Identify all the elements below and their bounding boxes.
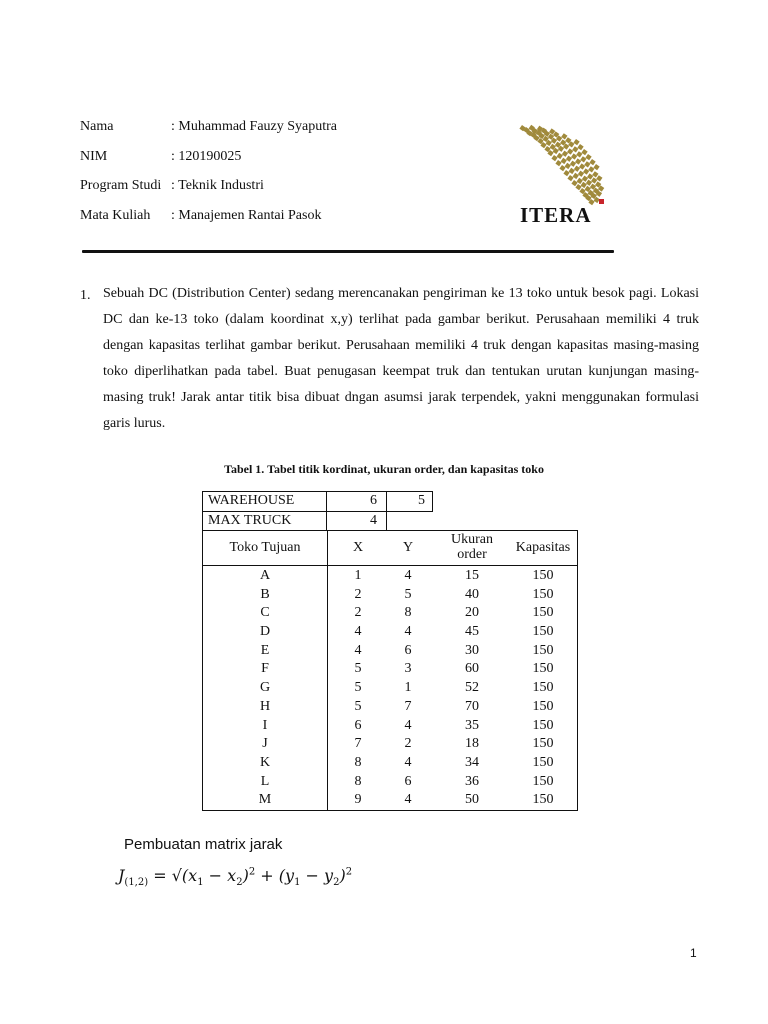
table-cell-x: 2 [354, 586, 362, 602]
table-cell-store: G [259, 680, 271, 696]
header-divider [82, 250, 614, 253]
table-cell-store: I [262, 717, 268, 733]
logo-tile [575, 184, 581, 190]
table-cell-x: 5 [354, 680, 362, 696]
logo-tile [567, 175, 573, 181]
table-cell-capacity: 150 [532, 586, 554, 602]
logo-tile [588, 166, 594, 172]
table-cell-y: 6 [404, 642, 412, 658]
logo-tile [577, 144, 583, 150]
table-cell-y: 8 [404, 605, 412, 621]
logo-tile [587, 173, 593, 179]
distance-formula: $J_{(1,2)} = √(x_1 - x_2)^2 + (y_1 - y_2)^2$ [118, 866, 353, 889]
table-cell-order: 15 [465, 568, 479, 583]
logo-tile [596, 175, 602, 181]
column-store [203, 567, 327, 810]
table-cell-order: 18 [465, 736, 479, 752]
warehouse-y-cell [386, 491, 433, 512]
table-cell-store: K [259, 754, 271, 770]
table-cell-y: 3 [404, 661, 412, 677]
logo-tile [591, 177, 597, 183]
table-cell-y: 4 [404, 792, 412, 808]
table-cell-store: E [260, 642, 270, 658]
identity-label: Program Studi [80, 178, 162, 193]
table-cell-store: B [260, 586, 270, 602]
logo-tile [575, 158, 581, 164]
logo-text: ITERA [520, 203, 592, 227]
table-cell-store: A [259, 568, 271, 583]
table-cell-x: 6 [354, 717, 362, 733]
table-cell-x: 2 [354, 605, 362, 621]
column-order [451, 567, 493, 810]
warehouse-x-cell [326, 491, 387, 512]
column-capacity [507, 567, 579, 810]
column-y [393, 567, 423, 810]
table-cell-x: 4 [354, 642, 362, 658]
logo-tile [576, 151, 582, 157]
table-cell-order: 36 [465, 773, 479, 789]
max-truck-label: MAX TRUCK [208, 513, 292, 528]
logo-tile [574, 166, 580, 172]
logo-tile [555, 160, 561, 166]
table-cell-capacity: 150 [532, 792, 554, 808]
table-cell-order: 45 [465, 624, 479, 640]
table-cell-capacity: 150 [532, 773, 554, 789]
formula-eq: = [153, 866, 167, 885]
table-cell-order: 60 [465, 661, 479, 677]
max-truck-value: 4 [370, 513, 377, 528]
table-cell-order: 70 [465, 698, 479, 714]
logo-tile [551, 155, 557, 161]
identity-label: Mata Kuliah [80, 208, 151, 223]
logo-tile [559, 165, 565, 171]
logo-tile [570, 161, 576, 167]
table-cell-y: 4 [404, 717, 412, 733]
table-cell-x: 4 [354, 624, 362, 640]
table-cell-x: 5 [354, 661, 362, 677]
logo-tile [571, 153, 577, 159]
logo-tile [561, 133, 567, 139]
header-capacity: Kapasitas [515, 540, 571, 555]
table-cell-capacity: 150 [532, 624, 554, 640]
table-cell-store: L [260, 773, 270, 789]
identity-value: : Teknik Industri [171, 178, 264, 193]
table-cell-capacity: 150 [532, 605, 554, 621]
table-cell-capacity: 150 [532, 680, 554, 696]
logo-tile [573, 173, 579, 179]
question-number: 1. [80, 288, 91, 303]
table-cell-capacity: 150 [532, 568, 554, 583]
table-cell-y: 1 [404, 680, 412, 696]
logo-tile [580, 156, 586, 162]
table-cell-y: 4 [404, 624, 412, 640]
identity-row-program [80, 178, 264, 194]
logo-tile [569, 168, 575, 174]
table-cell-y: 5 [404, 586, 412, 602]
table-cell-x: 5 [354, 698, 362, 714]
table-cell-x: 8 [354, 754, 362, 770]
table-cell-capacity: 150 [532, 717, 554, 733]
formula-lhs-sub: (1,2) [124, 877, 149, 889]
header-y: Y [402, 540, 414, 555]
identity-row-nim [80, 149, 241, 165]
identity-row-course [80, 208, 321, 224]
table-cell-x: 7 [354, 736, 362, 752]
question-text: Sebuah DC (Distribution Center) sedang merencanakan pengiriman ke 13 toko untuk besok pagi. Lokasi DC dan ke-13 toko (dalam koordinat x,y) terlihat pada gambar berikut. Perusahaan memiliki 4 truk dengan kapasitas terlihat gambar berikut. Perusahaan memiliki 4 truk dengan kapasitas masing-masing toko diperlihatkan pada tabel. Buat penugasan keempat truk dan tentukan urutan kunjungan masing-masing truk! Jarak antar titik bisa dibuat dngan asumsi jarak terpendek, yakni menggunakan formulasi garis lurus. [103, 286, 699, 431]
logo-tile [589, 159, 595, 165]
logo-tile [573, 139, 579, 145]
identity-label: Nama [80, 119, 114, 134]
warehouse-y: 5 [418, 493, 425, 508]
header-x: X [352, 540, 364, 555]
logo-tile [561, 158, 567, 164]
table-cell-store: D [259, 624, 271, 640]
table-caption: Tabel 1. Tabel titik kordinat, ukuran order, dan kapasitas toko [224, 462, 544, 476]
table-cell-capacity: 150 [532, 661, 554, 677]
logo-tile [583, 168, 589, 174]
logo-tile [572, 146, 578, 152]
logo-tiles [519, 125, 604, 205]
logo-tile [579, 163, 585, 169]
table-cell-capacity: 150 [532, 754, 554, 770]
identity-row-name [80, 119, 337, 135]
identity-value: : Muhammad Fauzy Syaputra [171, 119, 338, 134]
store-table [202, 530, 578, 811]
logo-tile [586, 180, 592, 186]
logo-tile [563, 170, 569, 176]
header-order [441, 532, 503, 562]
logo-tile [585, 154, 591, 160]
logo-tile [557, 153, 563, 159]
header-order-line1: Ukuran [451, 532, 493, 547]
table-cell-y: 6 [404, 773, 412, 789]
table-cell-store: F [261, 661, 269, 677]
table-cell-capacity: 150 [532, 642, 554, 658]
warehouse-label: WAREHOUSE [208, 493, 295, 508]
table-cell-store: M [258, 792, 272, 808]
table-cell-order: 20 [465, 605, 479, 621]
column-separator [327, 531, 328, 810]
logo-tile [584, 161, 590, 167]
table-cell-x: 9 [354, 792, 362, 808]
logo-tile [577, 178, 583, 184]
max-truck-value-cell [326, 511, 387, 531]
identity-value: : 120190025 [171, 149, 242, 164]
table-cell-order: 34 [465, 754, 479, 770]
logo-tile [582, 176, 588, 182]
identity-value: : Manajemen Rantai Pasok [171, 208, 322, 223]
logo-tile [578, 171, 584, 177]
header-order-line2: order [457, 547, 487, 562]
table-cell-order: 35 [465, 717, 479, 733]
table-cell-order: 40 [465, 586, 479, 602]
logo-tile [592, 171, 598, 177]
table-cell-store: J [262, 736, 268, 752]
warehouse-x: 6 [370, 493, 377, 508]
table-cell-y: 4 [404, 754, 412, 770]
table-cell-y: 7 [404, 698, 412, 714]
logo-tile [565, 163, 571, 169]
column-x [343, 567, 373, 810]
table-cell-y: 2 [404, 736, 412, 752]
table-cell-store: C [260, 605, 270, 621]
table-cell-order: 30 [465, 642, 479, 658]
identity-label: NIM [80, 149, 108, 164]
logo-red-tile [599, 199, 604, 204]
table-cell-capacity: 150 [532, 698, 554, 714]
logo-tile [581, 182, 587, 188]
table-cell-y: 4 [404, 568, 412, 583]
header-separator [203, 565, 577, 566]
page-number: 1 [690, 946, 697, 960]
logo-tile [581, 149, 587, 155]
header-store: Toko Tujuan [229, 540, 301, 555]
table-cell-store: H [259, 698, 271, 714]
table-cell-x: 8 [354, 773, 362, 789]
logo-tile [571, 180, 577, 186]
table-cell-order: 52 [465, 680, 479, 696]
logo-tile [593, 164, 599, 170]
table-cell-capacity: 150 [532, 736, 554, 752]
table-cell-x: 1 [354, 568, 362, 583]
logo-tile [562, 151, 568, 157]
formula-lhs: J [118, 866, 125, 885]
table-cell-order: 50 [465, 792, 479, 808]
logo-tile [567, 148, 573, 154]
matrix-heading: Pembuatan matrix jarak [124, 836, 283, 853]
logo-tile [566, 156, 572, 162]
